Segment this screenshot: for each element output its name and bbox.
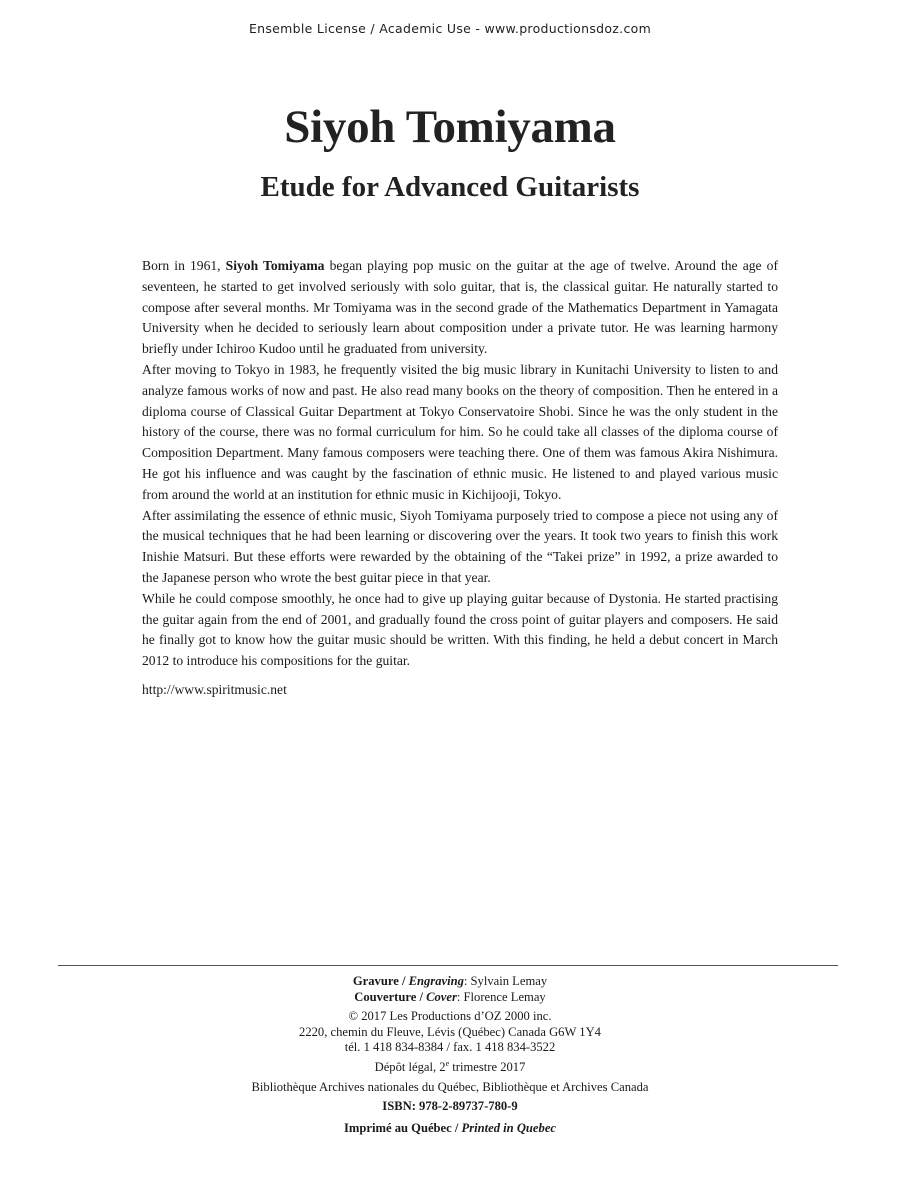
engraving-label: Gravure / [352, 974, 409, 988]
legal-sup: e [445, 1058, 450, 1068]
cover-label: Couverture / [354, 989, 427, 1004]
legal-suffix: trimestre 2017 [449, 1059, 526, 1074]
bio-paragraph-1 [142, 256, 778, 360]
isbn: ISBN: 978-2-89737-780-9 [382, 1099, 518, 1114]
footer-divider [58, 965, 838, 966]
cover-label-en: Cover [426, 989, 457, 1004]
bio-paragraph-4: While he could compose smoothly, he once had to give up playing guitar because of Dystonia. He started practising the guitar again from the end of 2001, and gradually found the cross point of guitar players and composers. He said he finally got to know how the guitar music should be written. With this finding, he held a debut concert in March 2012 to introduce his compositions for the guitar. [142, 590, 778, 669]
engraving-label-en: Engraving [408, 974, 464, 988]
legal-deposit-line [0, 1060, 900, 1076]
printed-line [0, 1121, 900, 1137]
copyright-line: © 2017 Les Productions d’OZ 2000 inc. [348, 1009, 552, 1024]
address-line: 2220, chemin du Fleuve, Lévis (Québec) Canada G6W 1Y4 [299, 1024, 601, 1039]
printed-en: Printed in Quebec [461, 1120, 556, 1135]
biography [142, 256, 778, 701]
work-title: Etude for Advanced Guitarists [260, 171, 640, 203]
archives-line: Bibliothèque Archives nationales du Québec, Bibliothèque et Archives Canada [251, 1079, 649, 1094]
printed-fr: Imprimé au Québec / [344, 1120, 462, 1135]
bio-paragraph-2: After moving to Tokyo in 1983, he frequently visited the big music library in Kunitachi University to listen to and analyze famous works of now and past. He also read many books on the theory of composition. Then he entered in a diploma course of Classical Guitar Department at Tokyo Conservatoire Shobi. Since he was the only student in the history of the course, there was no formal curriculum for him. So he could take all classes of the diploma course of Composition Department. Many famous composers were teaching there. One of them was famous Akira Nishimura. He got his influence and was caught by the fascination of ethnic music. He listened to and played various music from around the world at an institution for ethnic music in Kichijooji, Tokyo. [142, 361, 778, 502]
cover-credit [0, 990, 900, 1006]
bio-paragraph-3: After assimilating the essence of ethnic music, Siyoh Tomiyama purposely tried to compose a piece not using any of the musical techniques that he had been learning or discovering over the years. It took two years to finish this work Inishie Matsuri. But these efforts were rewarded by the obtaining of the “Takei prize” in 1992, a prize awarded to the Japanese person who wrote the best guitar piece in that year. [142, 507, 778, 585]
cover-name: : Florence Lemay [456, 989, 546, 1004]
license-header: Ensemble License / Academic Use - www.productionsdoz.com [248, 21, 652, 36]
composer-name: Siyoh Tomiyama [284, 101, 616, 153]
isbn-line [0, 1099, 900, 1115]
phone-line: tél. 1 418 834-8384 / fax. 1 418 834-3522 [344, 1040, 556, 1055]
engraving-credit [0, 974, 900, 990]
legal-prefix: Dépôt légal, 2 [374, 1059, 446, 1074]
engraving-name: : Sylvain Lemay [463, 974, 548, 988]
bio-p1-rest: began playing pop music on the guitar at the age of twelve. Around the age of seventeen, he started to get involved seriously with solo guitar, that is, the classical guitar. He naturally started to compose after several months. Mr Tomiyama was in the second grade of the Mathematics Department in Yamagata University when he decided to seriously learn about composition under a private tutor. He was learning harmony briefly under Ichiroo Kudoo until he graduated from university. [142, 258, 778, 357]
bio-p1-prefix: Born in 1961, [142, 258, 226, 273]
publisher-credits [0, 974, 900, 1136]
bio-composer-name: Siyoh Tomiyama [225, 258, 325, 273]
website-link[interactable]: http://www.spiritmusic.net [142, 681, 287, 697]
